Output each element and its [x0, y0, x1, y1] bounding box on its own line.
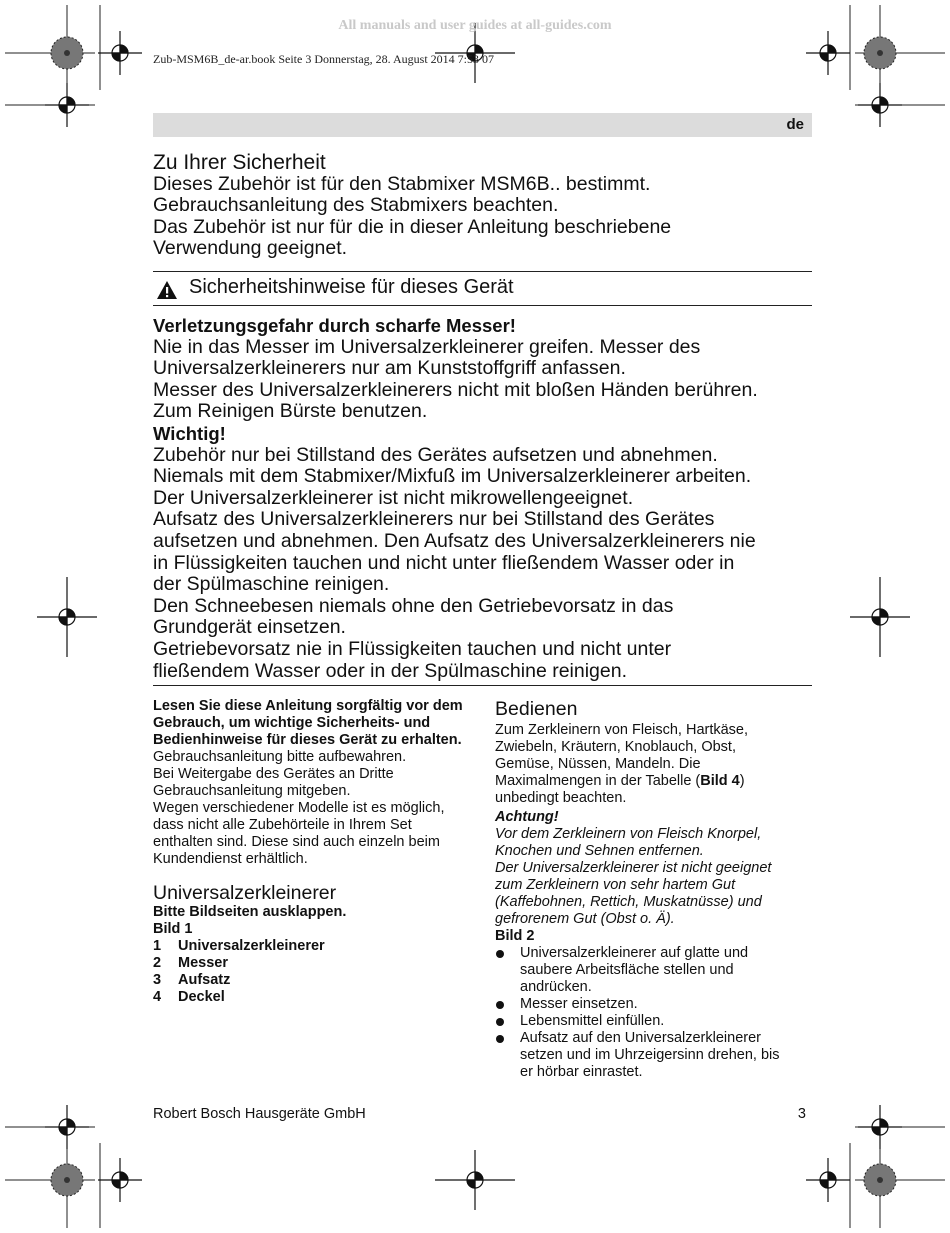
attention-line: Der Universalzerkleinerer ist nicht geeignet [495, 860, 772, 876]
parts-list [153, 938, 483, 1006]
warning-line: Niemals mit dem Stabmixer/Mixfuß im Universalzerkleinerer arbeiten. [153, 465, 752, 488]
warning-line: aufsetzen und abnehmen. Den Aufsatz des Universalzerkleinerers nie [153, 529, 756, 552]
part-label: Deckel [178, 989, 225, 1005]
warning-line: Grundgerät einsetzen. [153, 616, 346, 639]
warning-title: Sicherheitshinweise für dieses Gerät [189, 276, 514, 298]
intro-line: Gebrauchsanleitung bitte aufbewahren. [153, 749, 407, 765]
intro-line: unbedingt beachten. [495, 790, 627, 806]
warning-line: Aufsatz des Universalzerkleinerers nur bei Stillstand des Gerätes [153, 508, 715, 531]
parts-list-item [153, 989, 483, 1006]
step-item [495, 945, 825, 996]
warning-line: Der Universalzerkleinerer ist nicht mikrowellengeeignet. [153, 486, 634, 509]
step-item [495, 1030, 825, 1081]
part-label: Aufsatz [178, 972, 231, 988]
warning-line: Den Schneebesen niemals ohne den Getriebevorsatz in das [153, 594, 674, 617]
step-line: Messer einsetzen. [520, 996, 638, 1012]
divider [153, 271, 812, 272]
warning-line: in Flüssigkeiten tauchen und nicht unter fließendem Wasser oder in [153, 551, 735, 574]
section-title: Universalzerkleinerer [153, 882, 337, 904]
attention-line: zum Zerkleinern von sehr hartem Gut [495, 877, 736, 893]
part-number: 3 [153, 972, 162, 988]
step-line: Universalzerkleinerer auf glatte und [520, 945, 749, 961]
intro-bold-line: Bedienhinweise für dieses Gerät zu erhalten. [153, 732, 462, 748]
attention-line: Knochen und Sehnen entfernen. [495, 843, 704, 859]
step-line: Aufsatz auf den Universalzerkleinerer [520, 1030, 761, 1046]
safety-section [153, 152, 833, 260]
divider [153, 685, 812, 686]
intro-bold-line: Lesen Sie diese Anleitung sorgfältig vor dem [153, 698, 463, 714]
attention-label: Achtung! [495, 809, 559, 825]
attention-line: Vor dem Zerkleinern von Fleisch Knorpel, [495, 826, 762, 842]
divider [153, 305, 812, 306]
right-column [495, 698, 825, 1081]
warning-subtitle: Verletzungsgefahr durch scharfe Messer! [153, 315, 516, 336]
watermark: All manuals and user guides at all-guides.com [338, 18, 612, 33]
part-number: 2 [153, 955, 162, 971]
book-info: Zub-MSM6B_de-ar.book Seite 3 Donnerstag, 28. August 2014 7:53 07 [153, 52, 494, 66]
warning-header [153, 276, 812, 302]
parts-list-item [153, 972, 483, 989]
intro-line: enthalten sind. Diese sind auch einzeln beim [153, 834, 440, 850]
attention-line: (Kaffebohnen, Rettich, Muskatnüsse) und [495, 894, 762, 910]
parts-list-item [153, 938, 483, 955]
intro-text: ) [739, 773, 745, 789]
safety-title: Zu Ihrer Sicherheit [153, 151, 326, 174]
fold-note: Bitte Bildseiten ausklappen. [153, 904, 347, 920]
warning-body [153, 315, 843, 682]
step-line: Lebensmittel einfüllen. [520, 1013, 665, 1029]
safety-line: Dieses Zubehör ist für den Stabmixer MSM6B.. bestimmt. [153, 172, 651, 195]
step-line: andrücken. [520, 979, 592, 995]
warning-line: Messer des Universalzerkleinerers nicht mit bloßen Händen berühren. [153, 378, 758, 401]
warning-line: Getriebevorsatz nie in Flüssigkeiten tauchen und nicht unter [153, 637, 672, 660]
left-column [153, 698, 483, 1006]
step-line: setzen und im Uhrzeigersinn drehen, bis [520, 1047, 780, 1063]
part-label: Universalzerkleinerer [178, 938, 325, 954]
warning-triangle-icon [156, 280, 178, 300]
intro-line: Kundendienst erhältlich. [153, 851, 308, 867]
part-number: 1 [153, 938, 162, 954]
warning-line: Nie in das Messer im Universalzerkleinerer greifen. Messer des [153, 335, 701, 358]
step-line: er hörbar einrastet. [520, 1064, 643, 1080]
intro-line: Bei Weitergabe des Gerätes an Dritte [153, 766, 394, 782]
page-number: 3 [797, 1106, 806, 1122]
steps-list [495, 945, 825, 1081]
intro-line: Wegen verschiedener Modelle ist es möglich, [153, 800, 445, 816]
safety-line: Das Zubehör ist nur für die in dieser Anleitung beschriebene [153, 215, 672, 238]
warning-line: der Spülmaschine reinigen. [153, 573, 390, 596]
intro-line: Gebrauchsanleitung mitgeben. [153, 783, 351, 799]
warning-line: Universalzerkleinerers nur am Kunststoffgriff anfassen. [153, 357, 626, 380]
intro-text: Maximalmengen in der Tabelle ( [495, 773, 701, 789]
step-line: saubere Arbeitsfläche stellen und [520, 962, 734, 978]
safety-line: Gebrauchsanleitung des Stabmixers beachten. [153, 194, 559, 217]
warning-line: fließendem Wasser oder in der Spülmaschine reinigen. [153, 659, 628, 682]
section-title: Bedienen [495, 698, 578, 720]
intro-line: Zum Zerkleinern von Fleisch, Hartkäse, [495, 722, 749, 738]
language-bar [153, 113, 812, 137]
attention-line: gefrorenem Gut (Obst o. Ä). [495, 911, 675, 927]
intro-line: dass nicht alle Zubehörteile in Ihrem Set [153, 817, 412, 833]
step-item [495, 996, 825, 1013]
footer-company: Robert Bosch Hausgeräte GmbH [153, 1106, 366, 1122]
language-code: de [786, 116, 804, 133]
intro-line [495, 773, 825, 790]
table-reference: Bild 4 [700, 773, 740, 789]
intro-bold-line: Gebrauch, um wichtige Sicherheits- und [153, 715, 431, 731]
step-item [495, 1013, 825, 1030]
part-number: 4 [153, 989, 162, 1005]
intro-line: Gemüse, Nüssen, Mandeln. Die [495, 756, 701, 772]
warning-line: Zum Reinigen Bürste benutzen. [153, 400, 428, 423]
warning-line: Zubehör nur bei Stillstand des Gerätes aufsetzen und abnehmen. [153, 443, 718, 466]
important-subtitle: Wichtig! [153, 422, 226, 444]
part-label: Messer [178, 955, 228, 971]
intro-line: Zwiebeln, Kräutern, Knoblauch, Obst, [495, 739, 736, 755]
safety-line: Verwendung geeignet. [153, 237, 348, 260]
figure-label: Bild 1 [153, 921, 193, 937]
parts-list-item [153, 955, 483, 972]
figure-label: Bild 2 [495, 928, 535, 944]
